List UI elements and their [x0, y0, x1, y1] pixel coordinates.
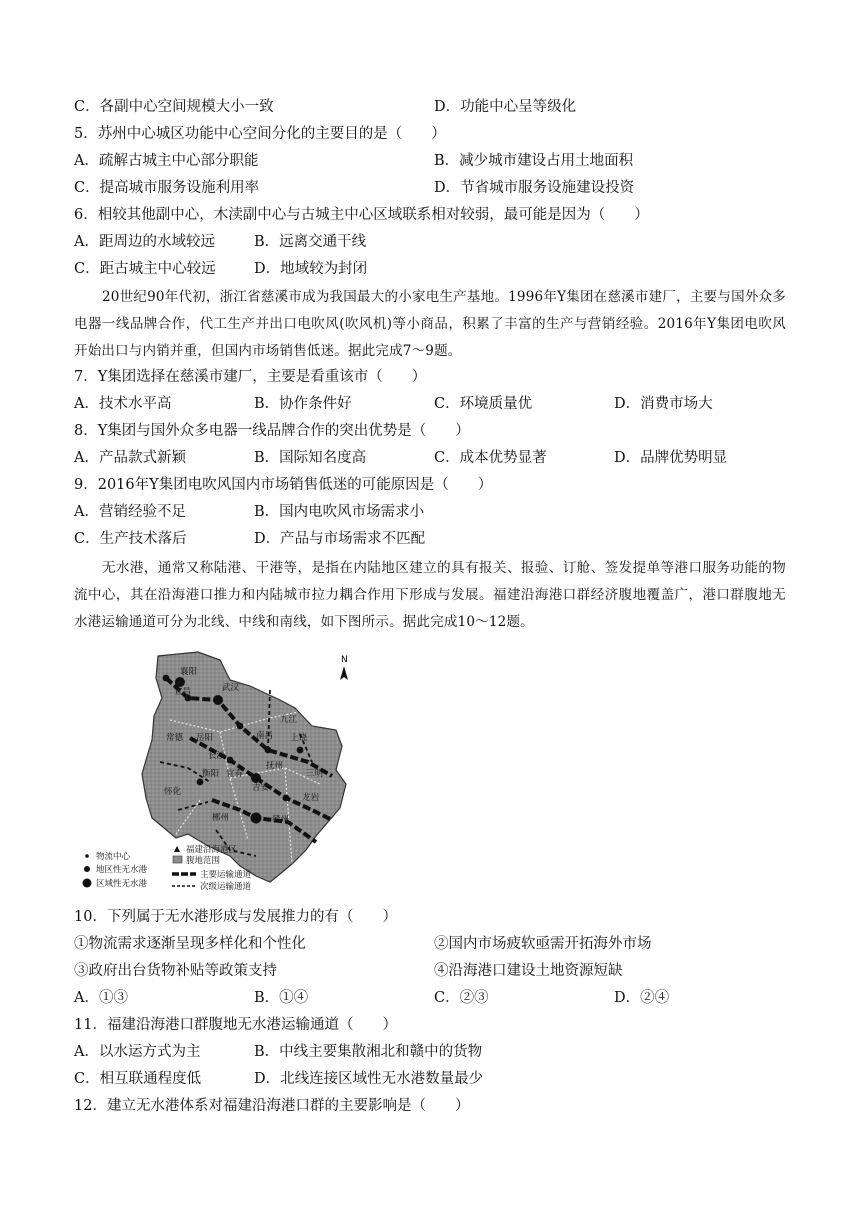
- q11-option-a: A．以水运方式为主: [74, 1044, 201, 1060]
- q7-stem: 7．Y集团选择在慈溪市建厂，主要是看重该市（ ）: [74, 369, 427, 385]
- q10-option-d: D．②④: [614, 990, 670, 1006]
- q10-statement-1: ①物流需求逐渐呈现多样化和个性化: [74, 936, 306, 952]
- city-label: 南昌: [256, 731, 274, 741]
- q5-option-c: C．提高城市服务设施利用率: [74, 180, 260, 196]
- city-label: 长沙: [208, 751, 226, 761]
- q12-stem: 12．建立无水港体系对福建沿海港口群的主要影响是（ ）: [74, 1098, 470, 1114]
- q8-stem: 8．Y集团与国外众多电器一线品牌合作的突出优势是（ ）: [74, 423, 470, 439]
- q5-stem: 5．苏州中心城区功能中心空间分化的主要目的是（ ）: [74, 126, 446, 142]
- q6-option-b: B．远离交通干线: [254, 234, 367, 250]
- q9-stem: 9．2016年Y集团电吹风国内市场销售低迷的可能原因是（ ）: [74, 477, 493, 493]
- svg-text:主要运输通道: 主要运输通道: [200, 870, 252, 880]
- map-legend: [83, 844, 252, 892]
- svg-text:N: N: [341, 655, 348, 665]
- q5-option-d: D．节省城市服务设施建设投资: [434, 180, 635, 196]
- q7-option-c: C．环境质量优: [434, 396, 533, 412]
- q8-option-a: A．产品款式新颖: [74, 450, 186, 466]
- q10-statement-3: ③政府出台货物补贴等政策支持: [74, 963, 277, 979]
- city-label: 岳阳: [196, 733, 214, 743]
- city-label: 宜春: [226, 769, 244, 779]
- q8-option-c: C．成本优势显著: [434, 450, 547, 466]
- q11-option-b: B．中线主要集散湘北和赣中的货物: [254, 1044, 483, 1060]
- city-label: 抚州: [266, 761, 284, 771]
- city-label: 郴州: [212, 813, 230, 823]
- city-label: 上饶: [290, 733, 308, 743]
- q6-stem: 6．相较其他副中心，木渎副中心与古城主中心区域联系相对较弱，最可能是因为（ ）: [74, 207, 649, 223]
- city-label: 怀化: [164, 787, 182, 797]
- q7-option-d: D．消费市场大: [614, 396, 713, 412]
- q5-option-a: A．疏解古城主中心部分职能: [74, 153, 259, 169]
- city-label: 吉安: [252, 783, 270, 793]
- q11-option-d: D．北线连接区域性无水港数量最少: [254, 1071, 484, 1087]
- q9-option-d: D．产品与市场需求不匹配: [254, 531, 426, 547]
- city-label: 三明: [306, 769, 324, 779]
- q4-option-c: C．各副中心空间规模大小一致: [74, 99, 274, 115]
- passage-1: 20世纪90年代初，浙江省慈溪市成为我国最大的小家电生产基地。1996年Y集团在慈溪市建厂，主要与国外众多电器一线品牌合作，代工生产并出口电吹风(吹风机)等小商品，积累了丰富的生产与营销经验。2016年Y集团电吹风开始出口与内销并重，但国内市场销售低迷。据此完成7～9题。: [74, 289, 786, 359]
- q11-option-c: C．相互联通程度低: [74, 1071, 202, 1087]
- city-label: 宜昌: [174, 687, 192, 697]
- q7-option-b: B．协作条件好: [254, 396, 352, 412]
- q10-stem: 10．下列属于无水港形成与发展推力的有（ ）: [74, 909, 397, 925]
- q9-option-c: C．生产技术落后: [74, 531, 187, 547]
- city-label: 赣州: [272, 815, 290, 825]
- dry-port-map: [80, 650, 400, 895]
- svg-text:腹地范围: 腹地范围: [186, 856, 221, 866]
- q9-option-b: B．国内电吹风市场需求小: [254, 504, 425, 520]
- svg-text:次级运输通道: 次级运输通道: [200, 882, 252, 892]
- passage-2: 无水港，通常又称陆港、干港等，是指在内陆地区建立的具有报关、报验、订舱、签发提单等港口服务功能的物流中心，其在沿海港口推力和内陆城市拉力耦合作用下形成与发展。福建沿海港口群经济腹地覆盖广，港口群腹地无水港运输通道可分为北线、中线和南线，如下图所示。据此完成10～12题。: [74, 560, 786, 630]
- city-label: 襄阳: [180, 667, 198, 677]
- north-arrow-icon: [340, 655, 348, 680]
- q6-option-d: D．地域较为封闭: [254, 261, 368, 277]
- q6-option-a: A．距周边的水域较远: [74, 234, 215, 250]
- city-label: 常德: [166, 733, 184, 743]
- svg-text:地区性无水港: 地区性无水港: [96, 865, 148, 875]
- q11-stem: 11．福建沿海港口群腹地无水港运输通道（ ）: [74, 1017, 397, 1033]
- q7-option-a: A．技术水平高: [74, 396, 172, 412]
- q10-option-b: B．①④: [254, 990, 309, 1006]
- city-label: 九江: [280, 715, 298, 725]
- q10-statement-4: ④沿海港口建设土地资源短缺: [434, 963, 623, 979]
- q8-option-d: D．品牌优势明显: [614, 450, 728, 466]
- q10-option-a: A．①③: [74, 990, 128, 1006]
- q10-option-c: C．②③: [434, 990, 489, 1006]
- q5-option-b: B．减少城市建设占用土地面积: [434, 153, 634, 169]
- q9-option-a: A．营销经验不足: [74, 504, 186, 520]
- q10-statement-2: ②国内市场疲软亟需开拓海外市场: [434, 936, 652, 952]
- q6-option-c: C．距古城主中心较远: [74, 261, 216, 277]
- svg-text:区域性无水港: 区域性无水港: [96, 879, 148, 889]
- svg-text:福建沿海港区: 福建沿海港区: [186, 845, 238, 855]
- city-label: 衡阳: [202, 769, 220, 779]
- svg-text:物流中心: 物流中心: [96, 852, 131, 862]
- q8-option-b: B．国际知名度高: [254, 450, 367, 466]
- city-label: 武汉: [222, 683, 240, 693]
- city-label: 龙岩: [302, 793, 320, 803]
- q4-option-d: D．功能中心呈等级化: [434, 99, 577, 115]
